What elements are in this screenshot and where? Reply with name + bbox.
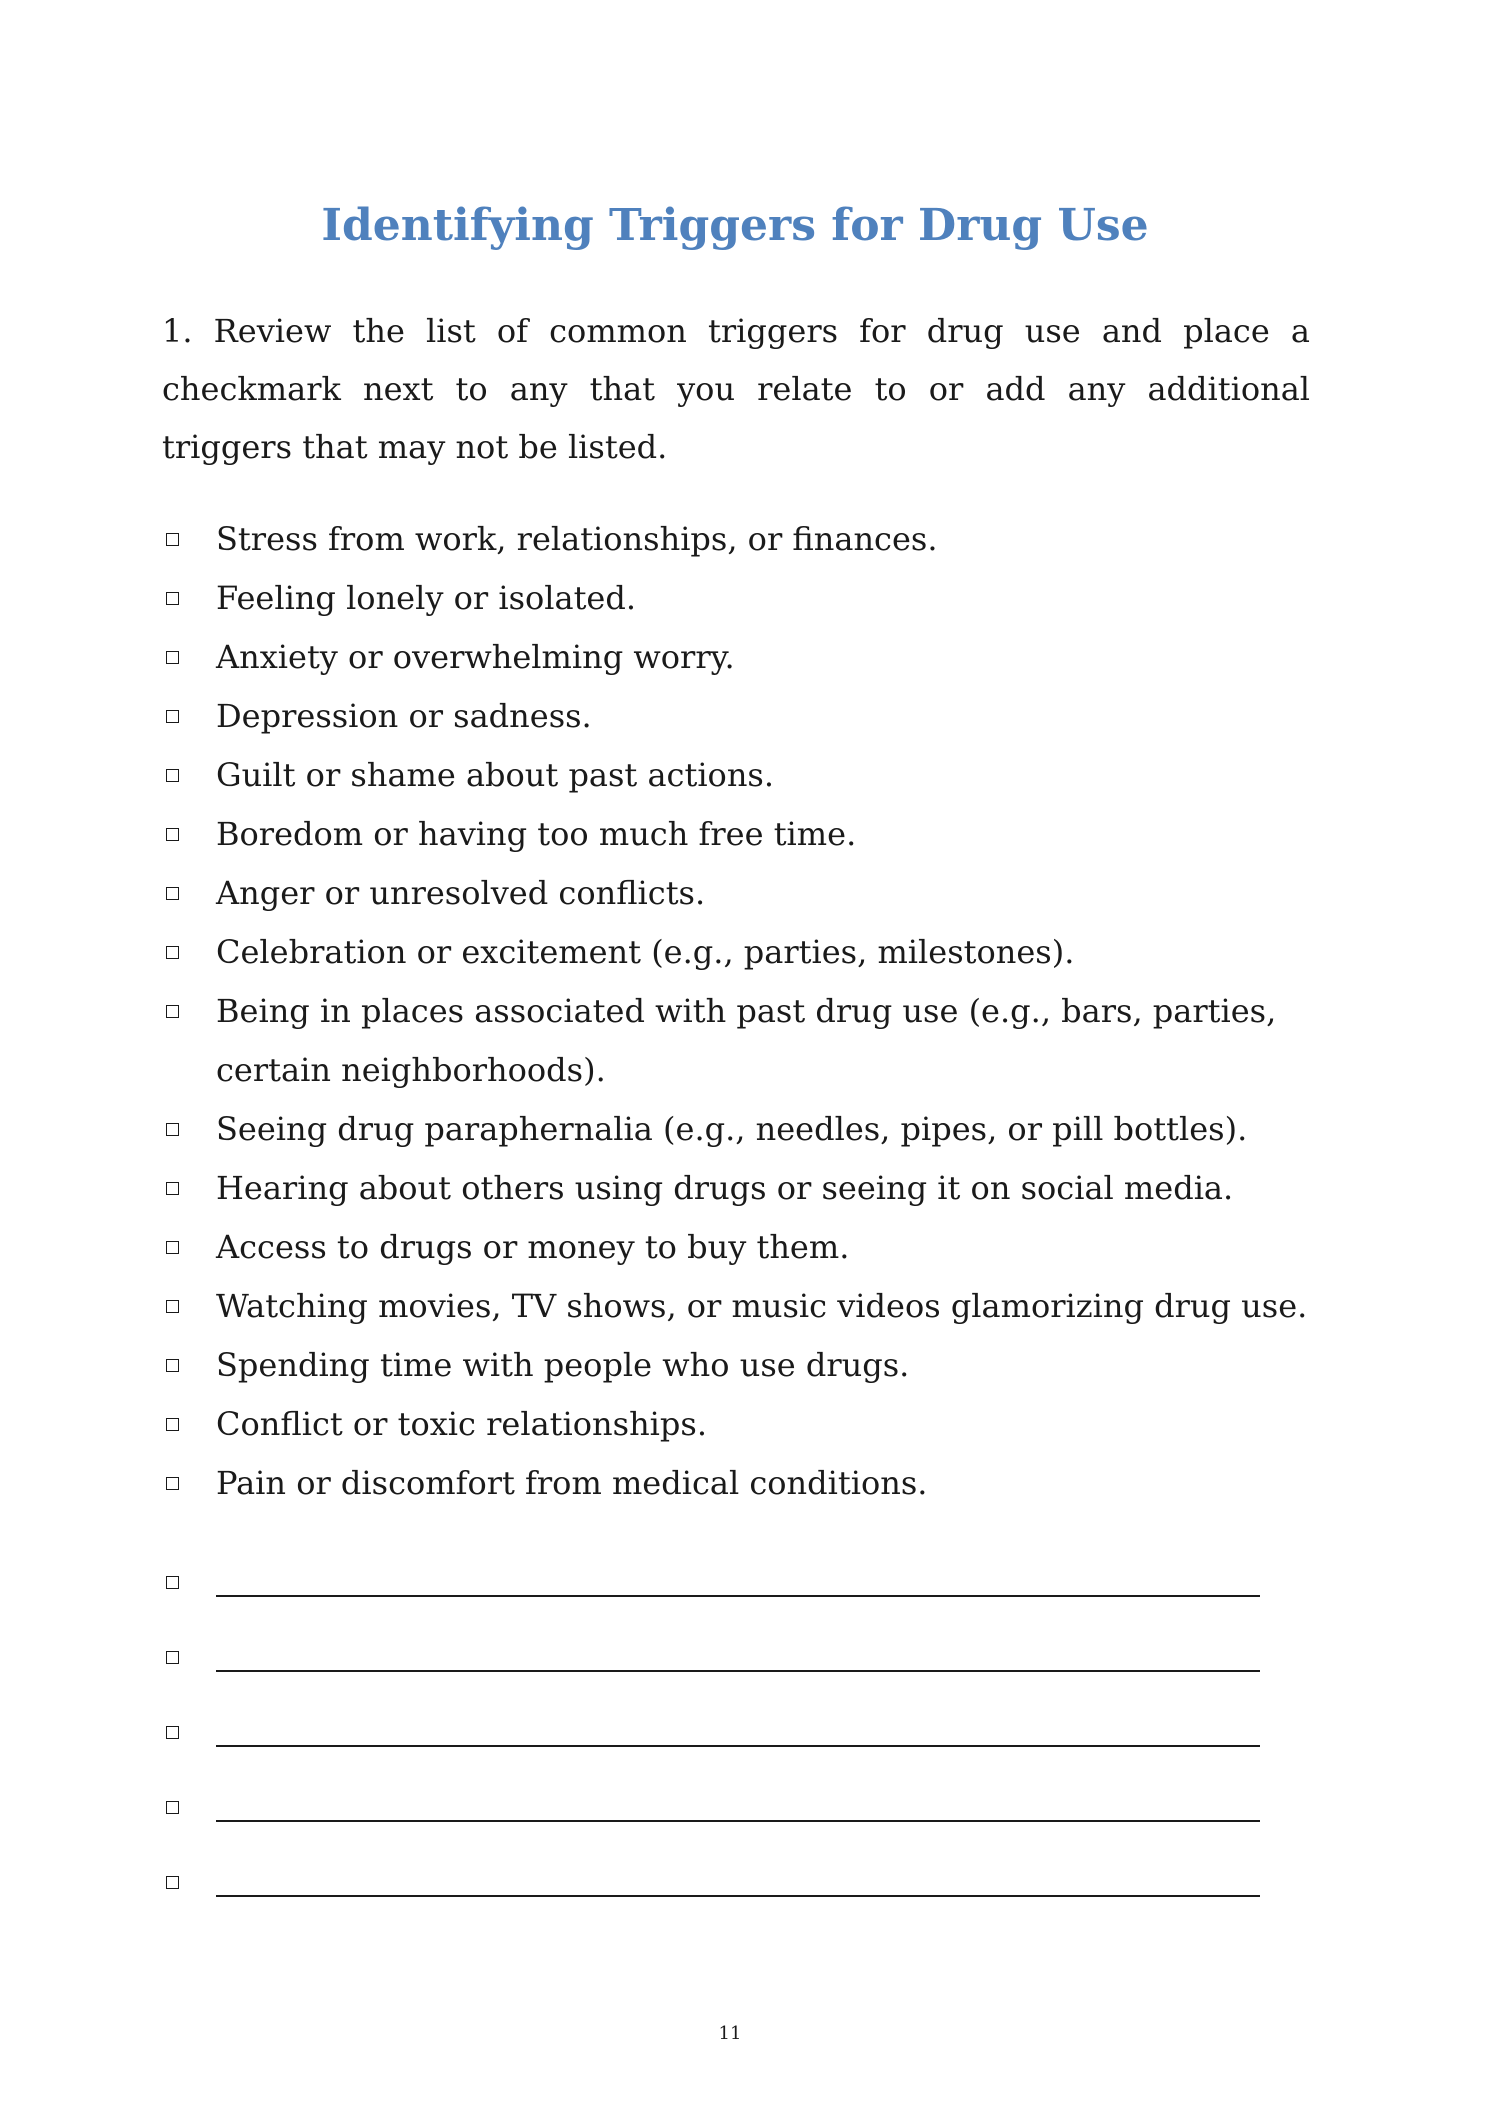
checkbox-empty-icon[interactable] — [166, 1726, 179, 1739]
write-in-line[interactable] — [216, 1595, 1260, 1597]
checkbox-empty-icon[interactable] — [166, 1182, 179, 1195]
write-in-line[interactable] — [216, 1895, 1260, 1897]
trigger-label: Pain or discomfort from medical conditions. — [216, 1464, 928, 1502]
blank-trigger-row[interactable] — [162, 1550, 1312, 1625]
checkbox-empty-icon[interactable] — [166, 592, 179, 605]
list-item[interactable] — [162, 1454, 1312, 1513]
checkbox-empty-icon[interactable] — [166, 1123, 179, 1136]
write-in-line[interactable] — [216, 1670, 1260, 1672]
checkbox-empty-icon[interactable] — [166, 828, 179, 841]
list-item[interactable] — [162, 982, 1312, 1100]
trigger-label: Feeling lonely or isolated. — [216, 579, 637, 617]
trigger-label: Seeing drug paraphernalia (e.g., needles, pipes, or pill bottles). — [216, 1110, 1248, 1148]
trigger-label: Boredom or having too much free time. — [216, 815, 857, 853]
checkbox-empty-icon[interactable] — [166, 1576, 179, 1589]
page-number: 11 — [718, 2023, 742, 2044]
trigger-label: Access to drugs or money to buy them. — [216, 1228, 850, 1266]
checkbox-empty-icon[interactable] — [166, 1241, 179, 1254]
blank-trigger-row[interactable] — [162, 1850, 1312, 1925]
trigger-checklist — [162, 510, 1312, 1513]
list-item[interactable] — [162, 746, 1312, 805]
write-in-line[interactable] — [216, 1820, 1260, 1822]
trigger-label: Spending time with people who use drugs. — [216, 1346, 910, 1384]
list-item[interactable] — [162, 569, 1312, 628]
checkbox-empty-icon[interactable] — [166, 1418, 179, 1431]
trigger-label: Anger or unresolved conflicts. — [216, 874, 706, 912]
trigger-label: Anxiety or overwhelming worry. — [216, 638, 735, 676]
trigger-label: Celebration or excitement (e.g., parties, milestones). — [216, 933, 1075, 971]
blank-trigger-row[interactable] — [162, 1625, 1312, 1700]
list-item[interactable] — [162, 687, 1312, 746]
list-item[interactable] — [162, 1218, 1312, 1277]
trigger-label: Conflict or toxic relationships. — [216, 1405, 707, 1443]
checkbox-empty-icon[interactable] — [166, 1477, 179, 1490]
checkbox-empty-icon[interactable] — [166, 1359, 179, 1372]
trigger-label: Guilt or shame about past actions. — [216, 756, 775, 794]
blank-trigger-row[interactable] — [162, 1775, 1312, 1850]
trigger-label: Being in places associated with past drug use (e.g., bars, parties, certain neighborhoods). — [216, 992, 1277, 1089]
checkbox-empty-icon[interactable] — [166, 769, 179, 782]
trigger-label: Stress from work, relationships, or finances. — [216, 520, 938, 558]
list-item[interactable] — [162, 923, 1312, 982]
checkbox-empty-icon[interactable] — [166, 1651, 179, 1664]
checkbox-empty-icon[interactable] — [166, 651, 179, 664]
checkbox-empty-icon[interactable] — [166, 710, 179, 723]
checkbox-empty-icon[interactable] — [166, 946, 179, 959]
list-item[interactable] — [162, 864, 1312, 923]
list-item[interactable] — [162, 1100, 1312, 1159]
checkbox-empty-icon[interactable] — [166, 1801, 179, 1814]
trigger-label: Depression or sadness. — [216, 697, 592, 735]
list-item[interactable] — [162, 805, 1312, 864]
checkbox-empty-icon[interactable] — [166, 1300, 179, 1313]
checkbox-empty-icon[interactable] — [166, 1876, 179, 1889]
checkbox-empty-icon[interactable] — [166, 887, 179, 900]
trigger-label: Hearing about others using drugs or seeing it on social media. — [216, 1169, 1234, 1207]
list-item[interactable] — [162, 1159, 1312, 1218]
list-item[interactable] — [162, 1336, 1312, 1395]
write-in-line[interactable] — [216, 1745, 1260, 1747]
instruction-paragraph: 1. Review the list of common triggers for drug use and place a checkmark next to any that you relate to or add any additional triggers that may not be listed. — [162, 312, 1310, 466]
page-title: Identifying Triggers for Drug Use — [321, 200, 1149, 251]
list-item[interactable] — [162, 1277, 1312, 1336]
list-item[interactable] — [162, 510, 1312, 569]
list-item[interactable] — [162, 628, 1312, 687]
additional-triggers-list — [162, 1550, 1312, 1925]
blank-trigger-row[interactable] — [162, 1700, 1312, 1775]
list-item[interactable] — [162, 1395, 1312, 1454]
checkbox-empty-icon[interactable] — [166, 533, 179, 546]
checkbox-empty-icon[interactable] — [166, 1005, 179, 1018]
trigger-label: Watching movies, TV shows, or music videos glamorizing drug use. — [216, 1287, 1308, 1325]
